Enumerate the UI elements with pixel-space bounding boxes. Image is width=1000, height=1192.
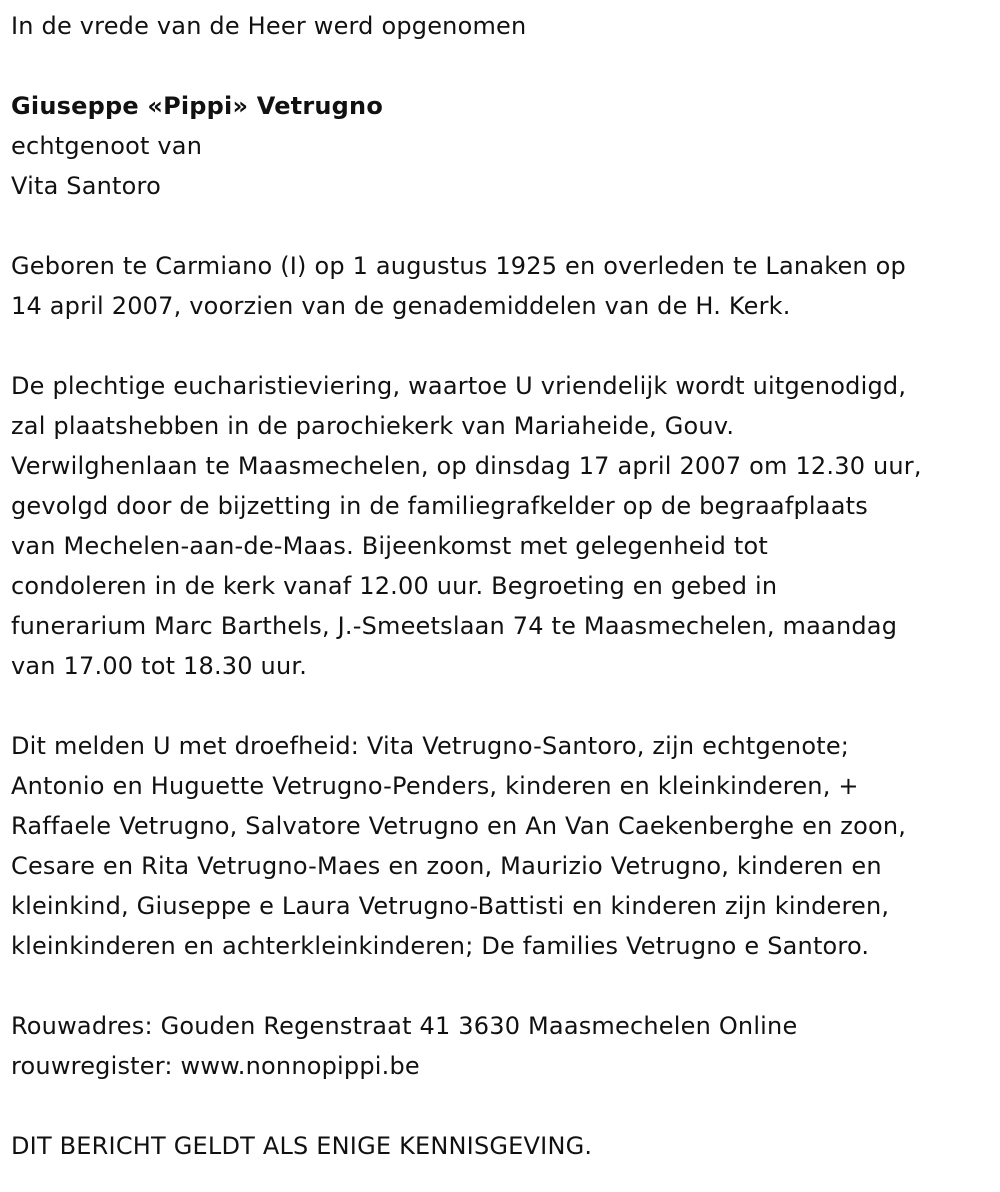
spacer: [11, 686, 989, 726]
paragraph-line: condoleren in de kerk vanaf 12.00 uur. Begroeting en gebed in: [11, 572, 778, 600]
paragraph-line: Verwilghenlaan te Maasmechelen, op dinsdag 17 april 2007 om 12.30 uur,: [11, 452, 922, 480]
paragraph-line: Dit melden U met droefheid: Vita Vetrugno-Santoro, zijn echtgenote;: [11, 732, 850, 760]
spouse-name: Vita Santoro: [11, 172, 161, 200]
paragraph-line: gevolgd door de bijzetting in de familiegrafkelder op de begraafplaats: [11, 492, 868, 520]
paragraph-line: 14 april 2007, voorzien van de genademiddelen van de H. Kerk.: [11, 292, 791, 320]
birth-death-paragraph: [11, 246, 989, 326]
paragraph-line: kleinkind, Giuseppe e Laura Vetrugno-Battisti en kinderen zijn kinderen,: [11, 892, 890, 920]
spacer: [11, 206, 989, 246]
paragraph-line: Cesare en Rita Vetrugno-Maes en zoon, Maurizio Vetrugno, kinderen en: [11, 852, 882, 880]
ceremony-paragraph: [11, 366, 989, 686]
spacer: [11, 46, 989, 86]
relation-text: echtgenoot van: [11, 132, 203, 160]
paragraph-line: De plechtige eucharistieviering, waartoe U vriendelijk wordt uitgenodigd,: [11, 372, 907, 400]
address-paragraph: [11, 1006, 989, 1086]
paragraph-line: Raffaele Vetrugno, Salvatore Vetrugno en An Van Caekenberghe en zoon,: [11, 812, 907, 840]
spacer: [11, 1086, 989, 1126]
paragraph-line: Rouwadres: Gouden Regenstraat 41 3630 Maasmechelen Online: [11, 1012, 798, 1040]
paragraph-line: kleinkinderen en achterkleinkinderen; De families Vetrugno e Santoro.: [11, 932, 870, 960]
paragraph-line: Antonio en Huguette Vetrugno-Penders, kinderen en kleinkinderen, +: [11, 772, 859, 800]
spacer: [11, 326, 989, 366]
paragraph-line: zal plaatshebben in de parochiekerk van Mariaheide, Gouv.: [11, 412, 735, 440]
paragraph-line: van 17.00 tot 18.30 uur.: [11, 652, 308, 680]
deceased-name: Giuseppe «Pippi» Vetrugno: [11, 92, 384, 120]
paragraph-line: van Mechelen-aan-de-Maas. Bijeenkomst met gelegenheid tot: [11, 532, 768, 560]
paragraph-line: funerarium Marc Barthels, J.-Smeetslaan 74 te Maasmechelen, maandag: [11, 612, 898, 640]
closing-statement: DIT BERICHT GELDT ALS ENIGE KENNISGEVING.: [11, 1132, 593, 1160]
intro-line: In de vrede van de Heer werd opgenomen: [11, 12, 527, 40]
paragraph-line: rouwregister: www.nonnopippi.be: [11, 1052, 420, 1080]
paragraph-line: Geboren te Carmiano (I) op 1 augustus 1925 en overleden te Lanaken op: [11, 252, 906, 280]
spacer: [11, 966, 989, 1006]
family-paragraph: [11, 726, 989, 966]
